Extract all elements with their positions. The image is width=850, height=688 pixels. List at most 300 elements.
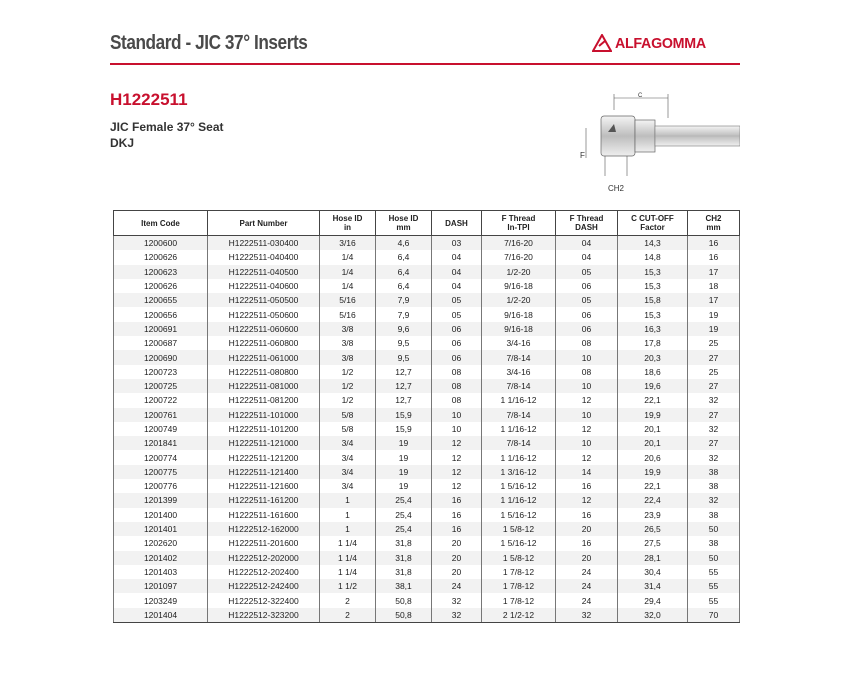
table-row — [114, 279, 740, 293]
table-cell: 24 — [556, 579, 618, 593]
table-cell: 19 — [688, 307, 740, 321]
table-row — [114, 508, 740, 522]
table-cell: 1203249 — [114, 593, 208, 607]
table-cell: 1 — [320, 493, 376, 507]
table-cell: 16 — [432, 493, 482, 507]
table-cell: 08 — [556, 365, 618, 379]
specs-table — [113, 210, 740, 623]
table-cell: 1/2 — [320, 393, 376, 407]
table-cell: 3/8 — [320, 350, 376, 364]
table-cell: 05 — [556, 265, 618, 279]
table-cell: 5/8 — [320, 422, 376, 436]
table-cell: 3/4 — [320, 465, 376, 479]
table-cell: H1222512-323200 — [208, 608, 320, 623]
table-row — [114, 551, 740, 565]
table-cell: 1200687 — [114, 336, 208, 350]
table-cell: 1/2-20 — [482, 293, 556, 307]
table-cell: 5/16 — [320, 307, 376, 321]
table-cell: 1/4 — [320, 250, 376, 264]
table-cell: 19,9 — [618, 408, 688, 422]
table-cell: 55 — [688, 593, 740, 607]
table-cell: 32 — [688, 450, 740, 464]
table-row — [114, 579, 740, 593]
table-cell: H1222511-060600 — [208, 322, 320, 336]
table-cell: 3/8 — [320, 336, 376, 350]
table-cell: 6,4 — [376, 279, 432, 293]
table-cell: 25,4 — [376, 493, 432, 507]
column-header — [556, 211, 618, 236]
table-cell: H1222511-080800 — [208, 365, 320, 379]
table-cell: H1222511-050600 — [208, 307, 320, 321]
table-cell: 1200626 — [114, 279, 208, 293]
table-cell: 1 3/16-12 — [482, 465, 556, 479]
table-cell: H1222511-161200 — [208, 493, 320, 507]
table-cell: 25,4 — [376, 522, 432, 536]
table-cell: 10 — [556, 379, 618, 393]
product-desc-line1: JIC Female 37° Seat — [110, 120, 224, 134]
table-cell: 19 — [688, 322, 740, 336]
table-cell: 16,3 — [618, 322, 688, 336]
table-cell: 04 — [432, 250, 482, 264]
table-cell: 50,8 — [376, 608, 432, 623]
table-cell: 08 — [432, 379, 482, 393]
table-cell: 12,7 — [376, 393, 432, 407]
table-cell: 9,5 — [376, 350, 432, 364]
table-cell: 3/4-16 — [482, 336, 556, 350]
table-cell: 16 — [556, 536, 618, 550]
table-cell: 1200775 — [114, 465, 208, 479]
column-header — [618, 211, 688, 236]
table-cell: 08 — [432, 365, 482, 379]
table-cell: 06 — [432, 336, 482, 350]
table-cell: 50 — [688, 551, 740, 565]
table-cell: 27 — [688, 379, 740, 393]
table-cell: 50,8 — [376, 593, 432, 607]
table-cell: 1 — [320, 508, 376, 522]
table-cell: 1 1/4 — [320, 551, 376, 565]
column-header-line2: Factor — [640, 223, 665, 232]
table-cell: 06 — [432, 322, 482, 336]
column-header-line2: mm — [706, 223, 721, 232]
table-cell: 06 — [556, 322, 618, 336]
table-cell: H1222512-162000 — [208, 522, 320, 536]
table-cell: 7,9 — [376, 307, 432, 321]
table-cell: H1222511-121600 — [208, 479, 320, 493]
table-cell: 1 5/16-12 — [482, 536, 556, 550]
table-cell: 1200655 — [114, 293, 208, 307]
label-ch2: CH2 — [608, 184, 625, 193]
table-cell: 7/8-14 — [482, 408, 556, 422]
table-cell: 15,9 — [376, 408, 432, 422]
column-header-line2: DASH — [575, 223, 598, 232]
table-cell: 1 1/16-12 — [482, 493, 556, 507]
column-header — [320, 211, 376, 236]
table-row — [114, 436, 740, 450]
table-cell: 17 — [688, 293, 740, 307]
label-f: F — [580, 151, 585, 160]
table-row — [114, 265, 740, 279]
column-header-line1: F Thread — [501, 214, 536, 223]
table-row — [114, 293, 740, 307]
table-cell: 16 — [688, 236, 740, 251]
table-cell: 27 — [688, 408, 740, 422]
table-cell: 1200600 — [114, 236, 208, 251]
table-cell: 1 1/4 — [320, 565, 376, 579]
table-cell: 08 — [556, 336, 618, 350]
fitting-drawing — [568, 88, 740, 198]
table-cell: 27,5 — [618, 536, 688, 550]
table-row — [114, 379, 740, 393]
table-cell: 1200690 — [114, 350, 208, 364]
table-cell: H1222512-242400 — [208, 579, 320, 593]
table-cell: 9/16-18 — [482, 307, 556, 321]
table-cell: 32 — [688, 393, 740, 407]
table-cell: 18 — [688, 279, 740, 293]
table-row — [114, 608, 740, 623]
product-code: H1222511 — [110, 90, 188, 109]
table-cell: 1200774 — [114, 450, 208, 464]
table-row — [114, 236, 740, 251]
column-header-line1: F Thread — [569, 214, 604, 223]
table-cell: 6,4 — [376, 265, 432, 279]
table-cell: 1/4 — [320, 265, 376, 279]
header-divider — [110, 63, 740, 65]
table-cell: H1222511-121200 — [208, 450, 320, 464]
table-row — [114, 536, 740, 550]
table-cell: 06 — [556, 307, 618, 321]
table-cell: 27 — [688, 436, 740, 450]
table-cell: 20 — [556, 551, 618, 565]
table-cell: H1222511-201600 — [208, 536, 320, 550]
column-header-line1: Hose ID — [332, 214, 363, 223]
table-row — [114, 450, 740, 464]
table-cell: 05 — [556, 293, 618, 307]
table-cell: 32 — [432, 593, 482, 607]
table-cell: 2 — [320, 608, 376, 623]
table-row — [114, 307, 740, 321]
table-cell: 14,3 — [618, 236, 688, 251]
column-header-line2: in — [343, 223, 352, 232]
table-cell: 12 — [556, 493, 618, 507]
table-cell: 20 — [432, 551, 482, 565]
product-description — [110, 119, 224, 151]
table-cell: 22,1 — [618, 479, 688, 493]
table-cell: 23,9 — [618, 508, 688, 522]
table-cell: 1201404 — [114, 608, 208, 623]
table-cell: 9,5 — [376, 336, 432, 350]
table-row — [114, 336, 740, 350]
table-cell: 04 — [432, 265, 482, 279]
table-cell: 04 — [432, 279, 482, 293]
table-cell: H1222511-050500 — [208, 293, 320, 307]
table-cell: 32 — [688, 422, 740, 436]
table-cell: 31,8 — [376, 536, 432, 550]
table-cell: 04 — [556, 236, 618, 251]
column-header-line2: mm — [396, 223, 411, 232]
label-c: C — [638, 93, 643, 99]
table-cell: 20 — [556, 522, 618, 536]
table-cell: H1222511-040500 — [208, 265, 320, 279]
table-cell: 24 — [556, 565, 618, 579]
table-cell: 1 5/16-12 — [482, 479, 556, 493]
table-cell: H1222511-121400 — [208, 465, 320, 479]
column-header-line1: C CUT-OFF — [631, 214, 674, 223]
table-cell: 1 5/8-12 — [482, 522, 556, 536]
column-header — [114, 211, 208, 236]
table-cell: 1200626 — [114, 250, 208, 264]
table-row — [114, 493, 740, 507]
table-cell: 25,4 — [376, 508, 432, 522]
table-cell: H1222512-322400 — [208, 593, 320, 607]
table-cell: 31,8 — [376, 565, 432, 579]
table-header-row — [114, 211, 740, 236]
column-header — [688, 211, 740, 236]
table-cell: 1200723 — [114, 365, 208, 379]
table-cell: 08 — [432, 393, 482, 407]
table-cell: 3/4 — [320, 479, 376, 493]
table-cell: 55 — [688, 565, 740, 579]
table-cell: 05 — [432, 307, 482, 321]
table-row — [114, 522, 740, 536]
table-cell: 1200691 — [114, 322, 208, 336]
table-cell: 1200725 — [114, 379, 208, 393]
table-row — [114, 593, 740, 607]
table-cell: 9,6 — [376, 322, 432, 336]
table-cell: H1222511-060800 — [208, 336, 320, 350]
table-cell: 1201403 — [114, 565, 208, 579]
table-cell: 38 — [688, 536, 740, 550]
table-cell: 1200761 — [114, 408, 208, 422]
table-cell: 31,4 — [618, 579, 688, 593]
table-cell: H1222511-101200 — [208, 422, 320, 436]
table-cell: 1200776 — [114, 479, 208, 493]
table-cell: 32 — [688, 493, 740, 507]
table-cell: H1222512-202000 — [208, 551, 320, 565]
table-cell: 16 — [432, 508, 482, 522]
table-cell: 19 — [376, 436, 432, 450]
table-cell: 38 — [688, 508, 740, 522]
table-cell: 1 7/8-12 — [482, 593, 556, 607]
table-cell: 1/2 — [320, 365, 376, 379]
table-row — [114, 479, 740, 493]
table-cell: 12 — [556, 450, 618, 464]
table-cell: 14 — [556, 465, 618, 479]
table-cell: H1222511-040400 — [208, 250, 320, 264]
table-cell: H1222511-101000 — [208, 408, 320, 422]
table-cell: 3/16 — [320, 236, 376, 251]
table-cell: 10 — [556, 436, 618, 450]
table-cell: 1200722 — [114, 393, 208, 407]
table-cell: 12 — [432, 479, 482, 493]
table-row — [114, 408, 740, 422]
column-header — [208, 211, 320, 236]
table-cell: 7,9 — [376, 293, 432, 307]
table-cell: 17 — [688, 265, 740, 279]
table-row — [114, 422, 740, 436]
table-cell: 12 — [432, 450, 482, 464]
column-header-line1: Hose ID — [388, 214, 419, 223]
table-cell: 7/8-14 — [482, 436, 556, 450]
column-header-line2: In-TPI — [507, 223, 530, 232]
table-cell: 22,4 — [618, 493, 688, 507]
table-cell: 1/2 — [320, 379, 376, 393]
column-header — [432, 211, 482, 236]
table-cell: 1201097 — [114, 579, 208, 593]
table-cell: 19,6 — [618, 379, 688, 393]
table-cell: 10 — [432, 408, 482, 422]
alfagomma-logo-icon — [592, 34, 612, 52]
table-cell: 3/4 — [320, 450, 376, 464]
table-cell: 1 1/2 — [320, 579, 376, 593]
table-cell: 04 — [556, 250, 618, 264]
table-cell: 19,9 — [618, 465, 688, 479]
table-cell: 9/16-18 — [482, 279, 556, 293]
table-cell: 6,4 — [376, 250, 432, 264]
table-cell: 5/8 — [320, 408, 376, 422]
table-cell: 10 — [556, 408, 618, 422]
table-cell: 1 1/16-12 — [482, 393, 556, 407]
table-cell: 7/16-20 — [482, 236, 556, 251]
table-cell: 5/16 — [320, 293, 376, 307]
table-cell: 15,3 — [618, 265, 688, 279]
column-header-line1: Part Number — [239, 218, 288, 228]
table-cell: 1200749 — [114, 422, 208, 436]
table-cell: 2 — [320, 593, 376, 607]
table-cell: 1201401 — [114, 522, 208, 536]
table-row — [114, 465, 740, 479]
table-cell: 7/8-14 — [482, 379, 556, 393]
table-cell: H1222511-030400 — [208, 236, 320, 251]
table-cell: 32,0 — [618, 608, 688, 623]
table-cell: 1200623 — [114, 265, 208, 279]
table-cell: 28,1 — [618, 551, 688, 565]
brand-name: ALFAGOMMA — [615, 34, 706, 52]
table-cell: 20,1 — [618, 422, 688, 436]
table-cell: 16 — [556, 479, 618, 493]
table-row — [114, 565, 740, 579]
table-cell: 27 — [688, 350, 740, 364]
table-cell: 9/16-18 — [482, 322, 556, 336]
table-cell: 1 — [320, 522, 376, 536]
table-cell: 20 — [432, 565, 482, 579]
table-cell: 12,7 — [376, 365, 432, 379]
table-cell: H1222511-061000 — [208, 350, 320, 364]
table-cell: 20,6 — [618, 450, 688, 464]
table-cell: 15,3 — [618, 279, 688, 293]
column-header — [482, 211, 556, 236]
table-cell: 31,8 — [376, 551, 432, 565]
table-cell: 25 — [688, 336, 740, 350]
table-cell: 29,4 — [618, 593, 688, 607]
table-cell: 7/16-20 — [482, 250, 556, 264]
table-cell: H1222511-081200 — [208, 393, 320, 407]
table-cell: 7/8-14 — [482, 350, 556, 364]
table-cell: 1201399 — [114, 493, 208, 507]
table-cell: 1201841 — [114, 436, 208, 450]
table-cell: 05 — [432, 293, 482, 307]
table-cell: 24 — [556, 593, 618, 607]
table-cell: 19 — [376, 450, 432, 464]
table-cell: 19 — [376, 465, 432, 479]
table-cell: 15,3 — [618, 307, 688, 321]
table-cell: 1 1/16-12 — [482, 450, 556, 464]
table-row — [114, 365, 740, 379]
column-header — [376, 211, 432, 236]
table-cell: 19 — [376, 479, 432, 493]
table-cell: 55 — [688, 579, 740, 593]
table-cell: 16 — [432, 522, 482, 536]
table-cell: 1 1/16-12 — [482, 422, 556, 436]
table-cell: 24 — [432, 579, 482, 593]
table-cell: H1222511-081000 — [208, 379, 320, 393]
table-body — [114, 236, 740, 623]
table-cell: 17,8 — [618, 336, 688, 350]
table-cell: 14,8 — [618, 250, 688, 264]
table-cell: 12 — [556, 393, 618, 407]
product-desc-line2: DKJ — [110, 136, 135, 150]
table-row — [114, 250, 740, 264]
table-cell: 1200656 — [114, 307, 208, 321]
table-cell: 20 — [432, 536, 482, 550]
table-cell: 38,1 — [376, 579, 432, 593]
table-cell: 1/2-20 — [482, 265, 556, 279]
column-header-line1: DASH — [445, 218, 468, 228]
table-cell: 20,3 — [618, 350, 688, 364]
table-cell: 38 — [688, 479, 740, 493]
page-title: Standard - JIC 37° Inserts — [110, 32, 308, 54]
table-cell: 1 5/16-12 — [482, 508, 556, 522]
table-cell: 1 1/4 — [320, 536, 376, 550]
table-cell: 30,4 — [618, 565, 688, 579]
table-cell: H1222512-202400 — [208, 565, 320, 579]
table-cell: 1/4 — [320, 279, 376, 293]
table-cell: 1201402 — [114, 551, 208, 565]
table-cell: 10 — [556, 350, 618, 364]
table-cell: 15,9 — [376, 422, 432, 436]
table-cell: H1222511-161600 — [208, 508, 320, 522]
table-cell: 50 — [688, 522, 740, 536]
column-header-line1: Item Code — [141, 218, 180, 228]
table-cell: 12 — [556, 422, 618, 436]
table-cell: 70 — [688, 608, 740, 623]
table-row — [114, 350, 740, 364]
table-cell: 22,1 — [618, 393, 688, 407]
table-cell: 1 7/8-12 — [482, 579, 556, 593]
table-cell: 12 — [432, 436, 482, 450]
table-cell: 3/4-16 — [482, 365, 556, 379]
table-cell: H1222511-040600 — [208, 279, 320, 293]
table-cell: 15,8 — [618, 293, 688, 307]
table-cell: 06 — [556, 279, 618, 293]
table-cell: 3/8 — [320, 322, 376, 336]
table-cell: 12,7 — [376, 379, 432, 393]
table-cell: 20,1 — [618, 436, 688, 450]
table-cell: 1201400 — [114, 508, 208, 522]
table-cell: 1 7/8-12 — [482, 565, 556, 579]
table-cell: 32 — [432, 608, 482, 623]
table-cell: 26,5 — [618, 522, 688, 536]
table-cell: 32 — [556, 608, 618, 623]
table-cell: 18,6 — [618, 365, 688, 379]
table-cell: 3/4 — [320, 436, 376, 450]
table-cell: 03 — [432, 236, 482, 251]
table-cell: 12 — [432, 465, 482, 479]
table-cell: 2 1/2-12 — [482, 608, 556, 623]
table-cell: 16 — [556, 508, 618, 522]
table-cell: 25 — [688, 365, 740, 379]
table-cell: H1222511-121000 — [208, 436, 320, 450]
table-row — [114, 393, 740, 407]
